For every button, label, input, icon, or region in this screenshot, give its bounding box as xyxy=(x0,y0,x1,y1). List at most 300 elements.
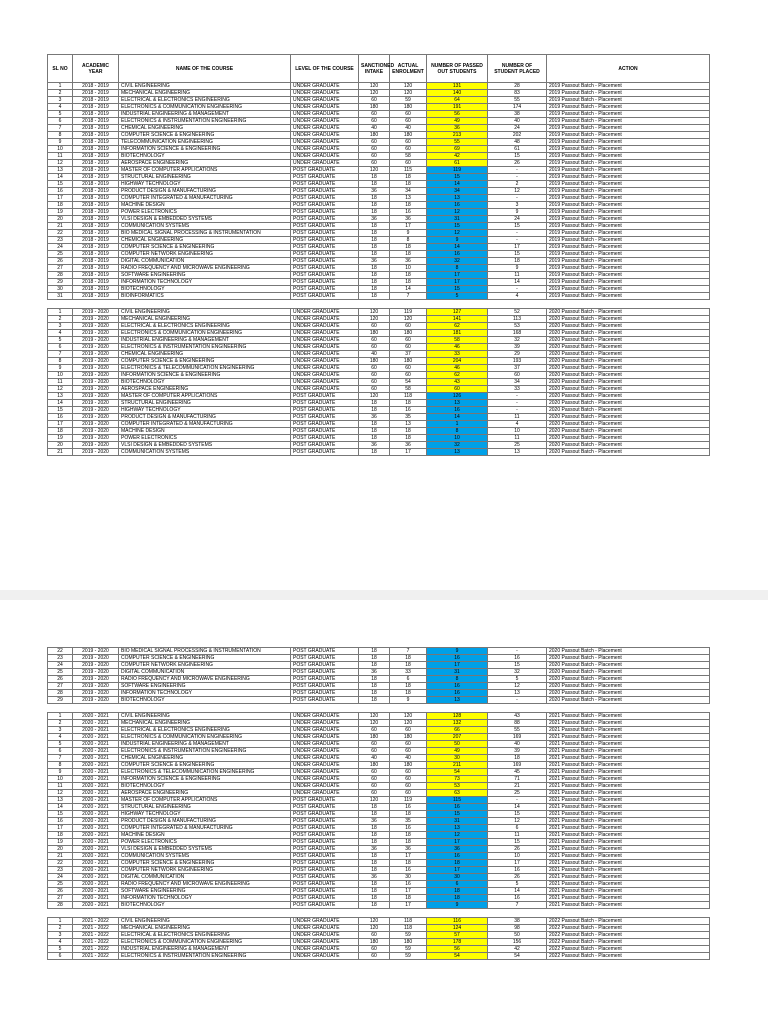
cell-sanctioned-intake: 60 xyxy=(359,372,390,379)
cell-academic-year: 2020 - 2021 xyxy=(73,874,119,881)
cell-course-name: ELECTRONICS & COMMUNICATION ENGINEERING xyxy=(119,330,291,337)
cell-course-level: POST GRADUATE xyxy=(291,188,359,195)
cell-course-level: UNDER GRADUATE xyxy=(291,727,359,734)
cell-course-level: POST GRADUATE xyxy=(291,237,359,244)
cell-course-name: HIGHWAY TECHNOLOGY xyxy=(119,181,291,188)
cell-sl-no: 21 xyxy=(48,449,73,456)
cell-placed: 6 xyxy=(488,825,547,832)
cell-passed-out: 15 xyxy=(427,286,488,293)
cell-course-level: POST GRADUATE xyxy=(291,230,359,237)
cell-sl-no: 15 xyxy=(48,407,73,414)
cell-placed: 15 xyxy=(488,811,547,818)
cell-course-name: POWER ELECTRONICS xyxy=(119,435,291,442)
cell-actual-enrolment: 40 xyxy=(390,755,427,762)
cell-action: 2019 Passout Batch - Placement xyxy=(547,286,710,293)
cell-academic-year: 2020 - 2021 xyxy=(73,727,119,734)
cell-actual-enrolment: 60 xyxy=(390,323,427,330)
cell-course-name: COMPUTER NETWORK ENGINEERING xyxy=(119,867,291,874)
cell-sanctioned-intake: 18 xyxy=(359,209,390,216)
cell-placed: 83 xyxy=(488,90,547,97)
cell-actual-enrolment: 18 xyxy=(390,662,427,669)
cell-actual-enrolment: 37 xyxy=(390,351,427,358)
cell-placed: 26 xyxy=(488,846,547,853)
cell-academic-year: 2020 - 2021 xyxy=(73,839,119,846)
cell-academic-year: 2019 - 2020 xyxy=(73,351,119,358)
cell-sl-no: 23 xyxy=(48,867,73,874)
table-row xyxy=(48,174,710,181)
cell-sanctioned-intake: 18 xyxy=(359,244,390,251)
cell-placed: 24 xyxy=(488,125,547,132)
cell-course-level: POST GRADUATE xyxy=(291,435,359,442)
cell-course-name: ELECTRONICS & COMMUNICATION ENGINEERING xyxy=(119,734,291,741)
cell-action: 2020 Passout Batch - Placement xyxy=(547,669,710,676)
cell-sanctioned-intake: 60 xyxy=(359,323,390,330)
cell-passed-out: 12 xyxy=(427,209,488,216)
cell-sl-no: 9 xyxy=(48,769,73,776)
cell-academic-year: 2020 - 2021 xyxy=(73,881,119,888)
cell-placed: 193 xyxy=(488,358,547,365)
cell-passed-out: 49 xyxy=(427,118,488,125)
cell-course-level: POST GRADUATE xyxy=(291,202,359,209)
table-row xyxy=(48,734,710,741)
cell-course-name: COMPUTER SCIENCE & ENGINEERING xyxy=(119,244,291,251)
cell-sl-no: 6 xyxy=(48,953,73,960)
cell-placed: 15 xyxy=(488,839,547,846)
cell-placed: - xyxy=(488,237,547,244)
header-course-level: LEVEL OF THE COURSE xyxy=(291,55,359,83)
cell-sanctioned-intake: 60 xyxy=(359,337,390,344)
table-row xyxy=(48,265,710,272)
cell-course-level: POST GRADUATE xyxy=(291,676,359,683)
cell-academic-year: 2021 - 2022 xyxy=(73,939,119,946)
cell-sanctioned-intake: 60 xyxy=(359,344,390,351)
cell-sl-no: 8 xyxy=(48,762,73,769)
cell-sanctioned-intake: 40 xyxy=(359,125,390,132)
cell-sanctioned-intake: 18 xyxy=(359,683,390,690)
cell-course-level: UNDER GRADUATE xyxy=(291,783,359,790)
cell-actual-enrolment: 18 xyxy=(390,811,427,818)
cell-action: 2021 Passout Batch - Placement xyxy=(547,734,710,741)
cell-academic-year: 2021 - 2022 xyxy=(73,932,119,939)
cell-course-name: VLSI DESIGN & EMBEDDED SYSTEMS xyxy=(119,216,291,223)
cell-academic-year: 2020 - 2021 xyxy=(73,818,119,825)
cell-sanctioned-intake: 18 xyxy=(359,690,390,697)
cell-placed: 38 xyxy=(488,111,547,118)
cell-placed: 71 xyxy=(488,776,547,783)
cell-placed: 15 xyxy=(488,153,547,160)
cell-action: 2020 Passout Batch - Placement xyxy=(547,386,710,393)
cell-actual-enrolment: 18 xyxy=(390,832,427,839)
cell-actual-enrolment: 18 xyxy=(390,860,427,867)
cell-action: 2020 Passout Batch - Placement xyxy=(547,407,710,414)
cell-actual-enrolment: 17 xyxy=(390,888,427,895)
cell-sl-no: 1 xyxy=(48,713,73,720)
cell-passed-out: 204 xyxy=(427,358,488,365)
cell-sanctioned-intake: 60 xyxy=(359,118,390,125)
cell-sl-no: 27 xyxy=(48,265,73,272)
cell-course-level: UNDER GRADUATE xyxy=(291,925,359,932)
cell-course-level: POST GRADUATE xyxy=(291,209,359,216)
cell-placed: 26 xyxy=(488,874,547,881)
cell-placed: 18 xyxy=(488,258,547,265)
cell-academic-year: 2020 - 2021 xyxy=(73,853,119,860)
cell-sanctioned-intake: 18 xyxy=(359,839,390,846)
cell-course-level: UNDER GRADUATE xyxy=(291,932,359,939)
cell-passed-out: 17 xyxy=(427,272,488,279)
cell-course-name: COMPUTER SCIENCE & ENGINEERING xyxy=(119,860,291,867)
cell-course-name: ELECTRONICS & COMMUNICATION ENGINEERING xyxy=(119,104,291,111)
cell-sanctioned-intake: 60 xyxy=(359,160,390,167)
cell-academic-year: 2018 - 2019 xyxy=(73,160,119,167)
cell-sanctioned-intake: 18 xyxy=(359,676,390,683)
cell-action: 2020 Passout Batch - Placement xyxy=(547,414,710,421)
cell-actual-enrolment: 18 xyxy=(390,400,427,407)
table-row xyxy=(48,386,710,393)
cell-course-level: POST GRADUATE xyxy=(291,407,359,414)
cell-passed-out: 16 xyxy=(427,690,488,697)
table-row xyxy=(48,414,710,421)
table-row xyxy=(48,244,710,251)
cell-academic-year: 2019 - 2020 xyxy=(73,358,119,365)
table-row xyxy=(48,762,710,769)
cell-sl-no: 13 xyxy=(48,167,73,174)
cell-passed-out: 141 xyxy=(427,316,488,323)
cell-course-name: INDUSTRIAL ENGINEERING & MANAGEMENT xyxy=(119,337,291,344)
table-row xyxy=(48,881,710,888)
table-row xyxy=(48,946,710,953)
table-row xyxy=(48,125,710,132)
cell-passed-out: 8 xyxy=(427,265,488,272)
cell-course-level: POST GRADUATE xyxy=(291,216,359,223)
table-row xyxy=(48,895,710,902)
cell-passed-out: 46 xyxy=(427,344,488,351)
cell-action: 2020 Passout Batch - Placement xyxy=(547,421,710,428)
table-row xyxy=(48,846,710,853)
cell-course-level: POST GRADUATE xyxy=(291,265,359,272)
cell-actual-enrolment: 118 xyxy=(390,925,427,932)
cell-action: 2020 Passout Batch - Placement xyxy=(547,323,710,330)
cell-action: 2022 Passout Batch - Placement xyxy=(547,932,710,939)
cell-sanctioned-intake: 18 xyxy=(359,181,390,188)
cell-placed: 3 xyxy=(488,202,547,209)
cell-academic-year: 2020 - 2021 xyxy=(73,860,119,867)
cell-academic-year: 2018 - 2019 xyxy=(73,83,119,90)
cell-sanctioned-intake: 18 xyxy=(359,286,390,293)
cell-placed: 42 xyxy=(488,946,547,953)
cell-placed: 98 xyxy=(488,925,547,932)
cell-course-name: BIOTECHNOLOGY xyxy=(119,153,291,160)
cell-course-name: CHEMICAL ENGINEERING xyxy=(119,237,291,244)
cell-actual-enrolment: 16 xyxy=(390,407,427,414)
cell-passed-out: 9 xyxy=(427,648,488,655)
table-row xyxy=(48,111,710,118)
cell-placed: 2 xyxy=(488,181,547,188)
section-gap xyxy=(48,909,710,918)
cell-action: 2019 Passout Batch - Placement xyxy=(547,293,710,300)
cell-course-name: PRODUCT DESIGN & MANUFACTURING xyxy=(119,818,291,825)
cell-sanctioned-intake: 36 xyxy=(359,216,390,223)
cell-passed-out: 16 xyxy=(427,853,488,860)
cell-passed-out: 17 xyxy=(427,867,488,874)
cell-academic-year: 2018 - 2019 xyxy=(73,216,119,223)
cell-passed-out: 181 xyxy=(427,330,488,337)
cell-action: 2020 Passout Batch - Placement xyxy=(547,435,710,442)
cell-sanctioned-intake: 60 xyxy=(359,111,390,118)
cell-actual-enrolment: 60 xyxy=(390,337,427,344)
cell-actual-enrolment: 180 xyxy=(390,330,427,337)
cell-action: 2021 Passout Batch - Placement xyxy=(547,720,710,727)
cell-course-name: MECHANICAL ENGINEERING xyxy=(119,925,291,932)
cell-actual-enrolment: 115 xyxy=(390,167,427,174)
cell-course-level: UNDER GRADUATE xyxy=(291,309,359,316)
cell-actual-enrolment: 118 xyxy=(390,393,427,400)
cell-course-level: POST GRADUATE xyxy=(291,174,359,181)
cell-course-name: ELECTRONICS & INSTRUMENTATION ENGINEERING xyxy=(119,953,291,960)
cell-actual-enrolment: 18 xyxy=(390,435,427,442)
table-row xyxy=(48,839,710,846)
cell-sanctioned-intake: 18 xyxy=(359,195,390,202)
cell-actual-enrolment: 36 xyxy=(390,258,427,265)
cell-course-name: AEROSPACE ENGINEERING xyxy=(119,790,291,797)
cell-placed: 17 xyxy=(488,860,547,867)
cell-academic-year: 2018 - 2019 xyxy=(73,125,119,132)
cell-placed: 168 xyxy=(488,330,547,337)
cell-course-level: POST GRADUATE xyxy=(291,442,359,449)
cell-sl-no: 22 xyxy=(48,230,73,237)
table-row xyxy=(48,662,710,669)
cell-academic-year: 2018 - 2019 xyxy=(73,258,119,265)
cell-course-name: BIO MEDICAL SIGNAL PROCESSING & INSTRUMENTATION xyxy=(119,230,291,237)
table-row xyxy=(48,953,710,960)
cell-sl-no: 19 xyxy=(48,435,73,442)
cell-placed: 18 xyxy=(488,755,547,762)
cell-course-name: ELECTRONICS & INSTRUMENTATION ENGINEERING xyxy=(119,344,291,351)
cell-sl-no: 6 xyxy=(48,344,73,351)
cell-passed-out: 16 xyxy=(427,251,488,258)
cell-passed-out: 18 xyxy=(427,860,488,867)
cell-academic-year: 2019 - 2020 xyxy=(73,690,119,697)
table-row xyxy=(48,804,710,811)
cell-action: 2019 Passout Batch - Placement xyxy=(547,202,710,209)
cell-academic-year: 2020 - 2021 xyxy=(73,748,119,755)
cell-actual-enrolment: 60 xyxy=(390,727,427,734)
cell-course-level: POST GRADUATE xyxy=(291,874,359,881)
cell-sl-no: 26 xyxy=(48,676,73,683)
cell-actual-enrolment: 36 xyxy=(390,846,427,853)
cell-passed-out: 14 xyxy=(427,181,488,188)
cell-action: 2019 Passout Batch - Placement xyxy=(547,132,710,139)
cell-academic-year: 2020 - 2021 xyxy=(73,846,119,853)
cell-action: 2019 Passout Batch - Placement xyxy=(547,167,710,174)
cell-academic-year: 2018 - 2019 xyxy=(73,90,119,97)
cell-academic-year: 2019 - 2020 xyxy=(73,323,119,330)
cell-academic-year: 2020 - 2021 xyxy=(73,811,119,818)
cell-sanctioned-intake: 60 xyxy=(359,769,390,776)
cell-course-level: UNDER GRADUATE xyxy=(291,790,359,797)
table-row xyxy=(48,853,710,860)
cell-academic-year: 2021 - 2022 xyxy=(73,953,119,960)
cell-course-name: BIOINFORMATICS xyxy=(119,293,291,300)
cell-passed-out: 31 xyxy=(427,818,488,825)
cell-sl-no: 20 xyxy=(48,442,73,449)
table-row xyxy=(48,783,710,790)
section-gap xyxy=(48,704,710,713)
cell-passed-out: 115 xyxy=(427,797,488,804)
cell-course-name: ELECTRONICS & COMMUNICATION ENGINEERING xyxy=(119,939,291,946)
cell-actual-enrolment: 60 xyxy=(390,741,427,748)
table-row xyxy=(48,209,710,216)
cell-sanctioned-intake: 18 xyxy=(359,202,390,209)
table-row xyxy=(48,351,710,358)
cell-sl-no: 14 xyxy=(48,804,73,811)
cell-course-level: UNDER GRADUATE xyxy=(291,713,359,720)
cell-course-name: POWER ELECTRONICS xyxy=(119,209,291,216)
table-row xyxy=(48,330,710,337)
cell-passed-out: 56 xyxy=(427,111,488,118)
cell-academic-year: 2019 - 2020 xyxy=(73,400,119,407)
cell-sanctioned-intake: 18 xyxy=(359,400,390,407)
cell-sl-no: 17 xyxy=(48,195,73,202)
cell-sanctioned-intake: 18 xyxy=(359,407,390,414)
cell-sl-no: 12 xyxy=(48,790,73,797)
cell-action: 2021 Passout Batch - Placement xyxy=(547,727,710,734)
cell-actual-enrolment: 40 xyxy=(390,125,427,132)
cell-passed-out: 33 xyxy=(427,351,488,358)
cell-passed-out: 131 xyxy=(427,83,488,90)
cell-actual-enrolment: 180 xyxy=(390,939,427,946)
cell-course-name: HIGHWAY TECHNOLOGY xyxy=(119,407,291,414)
cell-passed-out: 54 xyxy=(427,953,488,960)
cell-course-level: POST GRADUATE xyxy=(291,804,359,811)
cell-placed: 45 xyxy=(488,769,547,776)
cell-sl-no: 24 xyxy=(48,662,73,669)
table-row xyxy=(48,97,710,104)
cell-placed: 48 xyxy=(488,139,547,146)
cell-passed-out: 61 xyxy=(427,160,488,167)
cell-action: 2019 Passout Batch - Placement xyxy=(547,97,710,104)
cell-sanctioned-intake: 18 xyxy=(359,648,390,655)
cell-academic-year: 2018 - 2019 xyxy=(73,167,119,174)
cell-sanctioned-intake: 18 xyxy=(359,825,390,832)
cell-placed: 5 xyxy=(488,881,547,888)
cell-sanctioned-intake: 18 xyxy=(359,237,390,244)
cell-academic-year: 2018 - 2019 xyxy=(73,132,119,139)
table-row xyxy=(48,323,710,330)
cell-passed-out: 30 xyxy=(427,755,488,762)
cell-actual-enrolment: 59 xyxy=(390,932,427,939)
cell-course-level: POST GRADUATE xyxy=(291,867,359,874)
cell-placed: 60 xyxy=(488,372,547,379)
cell-sl-no: 29 xyxy=(48,279,73,286)
cell-actual-enrolment: 35 xyxy=(390,818,427,825)
cell-passed-out: 60 xyxy=(427,386,488,393)
cell-sl-no: 7 xyxy=(48,351,73,358)
cell-action: 2019 Passout Batch - Placement xyxy=(547,118,710,125)
cell-passed-out: 128 xyxy=(427,713,488,720)
cell-actual-enrolment: 36 xyxy=(390,216,427,223)
cell-actual-enrolment: 18 xyxy=(390,174,427,181)
cell-passed-out: 49 xyxy=(427,748,488,755)
cell-action: 2019 Passout Batch - Placement xyxy=(547,237,710,244)
cell-actual-enrolment: 18 xyxy=(390,244,427,251)
cell-actual-enrolment: 13 xyxy=(390,421,427,428)
cell-actual-enrolment: 36 xyxy=(390,442,427,449)
cell-academic-year: 2019 - 2020 xyxy=(73,393,119,400)
cell-passed-out: 16 xyxy=(427,407,488,414)
cell-academic-year: 2020 - 2021 xyxy=(73,888,119,895)
cell-placed: 54 xyxy=(488,953,547,960)
cell-course-level: UNDER GRADUATE xyxy=(291,748,359,755)
cell-placed: 15 xyxy=(488,223,547,230)
cell-passed-out: 5 xyxy=(427,293,488,300)
cell-sanctioned-intake: 18 xyxy=(359,697,390,704)
cell-course-level: UNDER GRADUATE xyxy=(291,316,359,323)
cell-course-level: UNDER GRADUATE xyxy=(291,953,359,960)
table-row xyxy=(48,421,710,428)
cell-course-name: COMPUTER SCIENCE & ENGINEERING xyxy=(119,655,291,662)
cell-sl-no: 22 xyxy=(48,648,73,655)
cell-sl-no: 25 xyxy=(48,251,73,258)
cell-actual-enrolment: 16 xyxy=(390,209,427,216)
cell-academic-year: 2019 - 2020 xyxy=(73,449,119,456)
cell-course-level: POST GRADUATE xyxy=(291,895,359,902)
cell-course-name: MACHINE DESIGN xyxy=(119,832,291,839)
cell-course-name: BIOTECHNOLOGY xyxy=(119,783,291,790)
cell-course-name: INFORMATION SCIENCE & ENGINEERING xyxy=(119,776,291,783)
cell-sl-no: 1 xyxy=(48,309,73,316)
cell-sl-no: 31 xyxy=(48,293,73,300)
cell-sanctioned-intake: 120 xyxy=(359,83,390,90)
cell-sanctioned-intake: 18 xyxy=(359,662,390,669)
cell-passed-out: 58 xyxy=(427,337,488,344)
cell-placed: 40 xyxy=(488,741,547,748)
table-row xyxy=(48,713,710,720)
cell-actual-enrolment: 7 xyxy=(390,293,427,300)
cell-course-level: POST GRADUATE xyxy=(291,881,359,888)
cell-course-level: UNDER GRADUATE xyxy=(291,769,359,776)
cell-placed: 16 xyxy=(488,867,547,874)
cell-sl-no: 24 xyxy=(48,244,73,251)
cell-course-name: MASTER OF COMPUTER APPLICATIONS xyxy=(119,797,291,804)
cell-sl-no: 11 xyxy=(48,379,73,386)
cell-actual-enrolment: 17 xyxy=(390,853,427,860)
cell-course-name: INFORMATION TECHNOLOGY xyxy=(119,279,291,286)
cell-academic-year: 2019 - 2020 xyxy=(73,414,119,421)
cell-sanctioned-intake: 18 xyxy=(359,279,390,286)
cell-course-level: POST GRADUATE xyxy=(291,811,359,818)
cell-sl-no: 12 xyxy=(48,160,73,167)
cell-academic-year: 2018 - 2019 xyxy=(73,230,119,237)
cell-course-level: UNDER GRADUATE xyxy=(291,762,359,769)
cell-academic-year: 2020 - 2021 xyxy=(73,734,119,741)
cell-course-name: INFORMATION SCIENCE & ENGINEERING xyxy=(119,146,291,153)
cell-actual-enrolment: 60 xyxy=(390,748,427,755)
cell-sl-no: 3 xyxy=(48,323,73,330)
table-row xyxy=(48,139,710,146)
cell-placed: 21 xyxy=(488,783,547,790)
cell-sanctioned-intake: 60 xyxy=(359,727,390,734)
cell-action: 2019 Passout Batch - Placement xyxy=(547,188,710,195)
cell-sl-no: 10 xyxy=(48,776,73,783)
cell-sl-no: 23 xyxy=(48,655,73,662)
cell-sl-no: 13 xyxy=(48,797,73,804)
cell-course-name: BIOTECHNOLOGY xyxy=(119,286,291,293)
cell-academic-year: 2020 - 2021 xyxy=(73,832,119,839)
cell-passed-out: 124 xyxy=(427,925,488,932)
cell-sl-no: 1 xyxy=(48,83,73,90)
cell-course-level: POST GRADUATE xyxy=(291,690,359,697)
cell-action: 2019 Passout Batch - Placement xyxy=(547,251,710,258)
